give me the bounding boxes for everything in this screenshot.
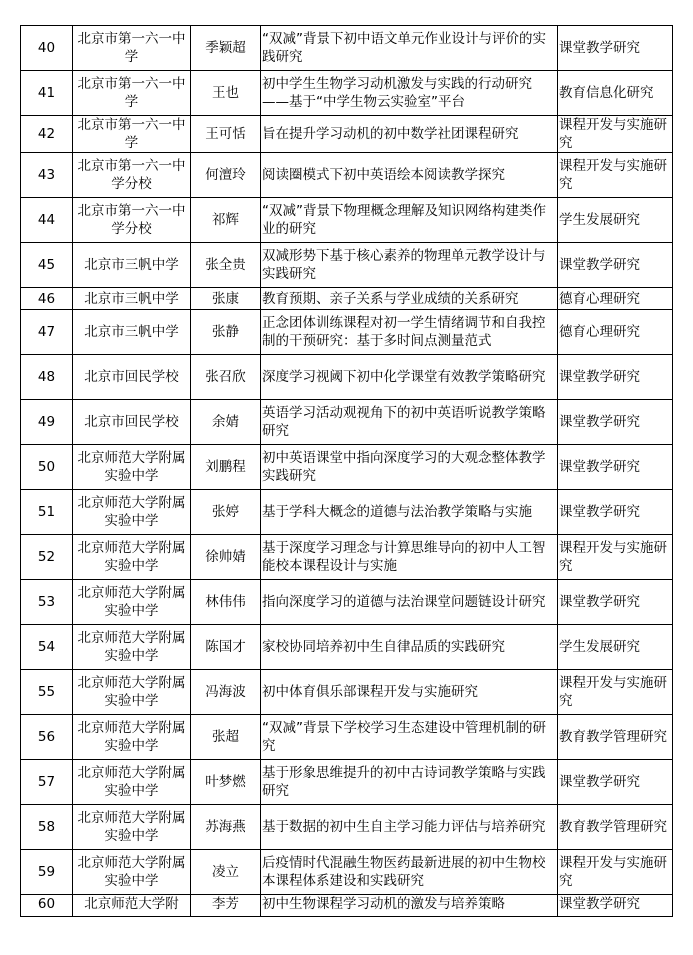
school-cell: 北京市第一六一中学分校 (73, 153, 191, 198)
table-row (21, 243, 673, 288)
table-row (21, 625, 673, 670)
school-cell: 北京师范大学附属实验中学 (73, 715, 191, 760)
teacher-name-cell: 王可恬 (191, 116, 261, 153)
project-title-cell: 初中英语课堂中指向深度学习的大观念整体教学实践研究 (261, 445, 558, 490)
category-cell: 教育教学管理研究 (558, 805, 673, 850)
project-title-cell: 基于数据的初中生自主学习能力评估与培养研究 (261, 805, 558, 850)
table-row (21, 288, 673, 310)
teacher-name-cell: 陈国才 (191, 625, 261, 670)
table-row (21, 71, 673, 116)
row-number-cell: 57 (21, 760, 73, 805)
table-row (21, 153, 673, 198)
category-cell: 课堂教学研究 (558, 355, 673, 400)
teacher-name-cell: 苏海燕 (191, 805, 261, 850)
table-row (21, 400, 673, 445)
row-number-cell: 52 (21, 535, 73, 580)
school-cell: 北京师范大学附属实验中学 (73, 670, 191, 715)
teacher-name-cell: 叶梦燃 (191, 760, 261, 805)
category-cell: 课堂教学研究 (558, 895, 673, 917)
table-row (21, 805, 673, 850)
table-row (21, 535, 673, 580)
school-cell: 北京市回民学校 (73, 355, 191, 400)
table-row (21, 850, 673, 895)
row-number-cell: 54 (21, 625, 73, 670)
school-cell: 北京师范大学附 (73, 895, 191, 917)
category-cell: 课程开发与实施研究 (558, 535, 673, 580)
teacher-name-cell: 张超 (191, 715, 261, 760)
project-title-cell: “双减”背景下物理概念理解及知识网络构建类作业的研究 (261, 198, 558, 243)
category-cell: 教育教学管理研究 (558, 715, 673, 760)
table-row (21, 116, 673, 153)
row-number-cell: 48 (21, 355, 73, 400)
research-project-table (20, 25, 673, 917)
table-row (21, 895, 673, 917)
row-number-cell: 49 (21, 400, 73, 445)
teacher-name-cell: 王也 (191, 71, 261, 116)
category-cell: 课程开发与实施研究 (558, 850, 673, 895)
row-number-cell: 53 (21, 580, 73, 625)
row-number-cell: 47 (21, 310, 73, 355)
category-cell: 课程开发与实施研究 (558, 153, 673, 198)
row-number-cell: 58 (21, 805, 73, 850)
school-cell: 北京师范大学附属实验中学 (73, 760, 191, 805)
project-title-cell: 初中体育俱乐部课程开发与实施研究 (261, 670, 558, 715)
row-number-cell: 42 (21, 116, 73, 153)
teacher-name-cell: 刘鹏程 (191, 445, 261, 490)
project-title-cell: 基于深度学习理念与计算思维导向的初中人工智能校本课程设计与实施 (261, 535, 558, 580)
school-cell: 北京市第一六一中学 (73, 71, 191, 116)
teacher-name-cell: 余婧 (191, 400, 261, 445)
row-number-cell: 50 (21, 445, 73, 490)
teacher-name-cell: 张全贵 (191, 243, 261, 288)
row-number-cell: 45 (21, 243, 73, 288)
teacher-name-cell: 张婷 (191, 490, 261, 535)
category-cell: 课堂教学研究 (558, 580, 673, 625)
table-body (21, 26, 673, 917)
school-cell: 北京师范大学附属实验中学 (73, 850, 191, 895)
school-cell: 北京市三帆中学 (73, 288, 191, 310)
project-title-cell: 阅读圈模式下初中英语绘本阅读教学探究 (261, 153, 558, 198)
school-cell: 北京师范大学附属实验中学 (73, 490, 191, 535)
project-title-cell: 初中生物课程学习动机的激发与培养策略 (261, 895, 558, 917)
category-cell: 学生发展研究 (558, 198, 673, 243)
row-number-cell: 56 (21, 715, 73, 760)
teacher-name-cell: 张召欣 (191, 355, 261, 400)
teacher-name-cell: 季颖超 (191, 26, 261, 71)
table-row (21, 310, 673, 355)
project-title-cell: 旨在提升学习动机的初中数学社团课程研究 (261, 116, 558, 153)
project-title-cell: 正念团体训练课程对初一学生情绪调节和自我控制的干预研究：基于多时间点测量范式 (261, 310, 558, 355)
row-number-cell: 59 (21, 850, 73, 895)
category-cell: 教育信息化研究 (558, 71, 673, 116)
school-cell: 北京师范大学附属实验中学 (73, 535, 191, 580)
project-title-cell: 指向深度学习的道德与法治课堂问题链设计研究 (261, 580, 558, 625)
category-cell: 德育心理研究 (558, 310, 673, 355)
teacher-name-cell: 徐帅婧 (191, 535, 261, 580)
teacher-name-cell: 李芳 (191, 895, 261, 917)
row-number-cell: 44 (21, 198, 73, 243)
row-number-cell: 55 (21, 670, 73, 715)
project-title-cell: 基于学科大概念的道德与法治教学策略与实施 (261, 490, 558, 535)
teacher-name-cell: 凌立 (191, 850, 261, 895)
category-cell: 德育心理研究 (558, 288, 673, 310)
school-cell: 北京师范大学附属实验中学 (73, 625, 191, 670)
project-title-cell: 深度学习视阈下初中化学课堂有效教学策略研究 (261, 355, 558, 400)
category-cell: 课堂教学研究 (558, 243, 673, 288)
school-cell: 北京市第一六一中学分校 (73, 198, 191, 243)
school-cell: 北京市三帆中学 (73, 243, 191, 288)
category-cell: 课程开发与实施研究 (558, 116, 673, 153)
table-row (21, 26, 673, 71)
row-number-cell: 43 (21, 153, 73, 198)
project-title-cell: 英语学习活动观视角下的初中英语听说教学策略研究 (261, 400, 558, 445)
school-cell: 北京市第一六一中学 (73, 116, 191, 153)
row-number-cell: 60 (21, 895, 73, 917)
school-cell: 北京师范大学附属实验中学 (73, 445, 191, 490)
document-page (20, 25, 672, 917)
table-row (21, 715, 673, 760)
school-cell: 北京师范大学附属实验中学 (73, 580, 191, 625)
project-title-cell: 双减形势下基于核心素养的物理单元教学设计与实践研究 (261, 243, 558, 288)
category-cell: 课堂教学研究 (558, 26, 673, 71)
table-row (21, 198, 673, 243)
school-cell: 北京师范大学附属实验中学 (73, 805, 191, 850)
table-row (21, 355, 673, 400)
row-number-cell: 40 (21, 26, 73, 71)
project-title-cell: 初中学生生物学习动机激发与实践的行动研究——基于“中学生物云实验室”平台 (261, 71, 558, 116)
teacher-name-cell: 何澶玲 (191, 153, 261, 198)
table-row (21, 580, 673, 625)
table-row (21, 760, 673, 805)
row-number-cell: 46 (21, 288, 73, 310)
table-row (21, 670, 673, 715)
school-cell: 北京市第一六一中学 (73, 26, 191, 71)
teacher-name-cell: 张静 (191, 310, 261, 355)
category-cell: 课程开发与实施研究 (558, 670, 673, 715)
teacher-name-cell: 林伟伟 (191, 580, 261, 625)
category-cell: 课堂教学研究 (558, 490, 673, 535)
category-cell: 课堂教学研究 (558, 445, 673, 490)
project-title-cell: 家校协同培养初中生自律品质的实践研究 (261, 625, 558, 670)
project-title-cell: 基于形象思维提升的初中古诗词教学策略与实践研究 (261, 760, 558, 805)
category-cell: 学生发展研究 (558, 625, 673, 670)
school-cell: 北京市回民学校 (73, 400, 191, 445)
project-title-cell: “双减”背景下初中语文单元作业设计与评价的实践研究 (261, 26, 558, 71)
project-title-cell: 后疫情时代混融生物医药最新进展的初中生物校本课程体系建设和实践研究 (261, 850, 558, 895)
project-title-cell: 教育预期、亲子关系与学业成绩的关系研究 (261, 288, 558, 310)
table-row (21, 490, 673, 535)
category-cell: 课堂教学研究 (558, 400, 673, 445)
category-cell: 课堂教学研究 (558, 760, 673, 805)
teacher-name-cell: 张康 (191, 288, 261, 310)
table-row (21, 445, 673, 490)
project-title-cell: “双减”背景下学校学习生态建设中管理机制的研究 (261, 715, 558, 760)
teacher-name-cell: 冯海波 (191, 670, 261, 715)
school-cell: 北京市三帆中学 (73, 310, 191, 355)
row-number-cell: 41 (21, 71, 73, 116)
teacher-name-cell: 祁辉 (191, 198, 261, 243)
row-number-cell: 51 (21, 490, 73, 535)
